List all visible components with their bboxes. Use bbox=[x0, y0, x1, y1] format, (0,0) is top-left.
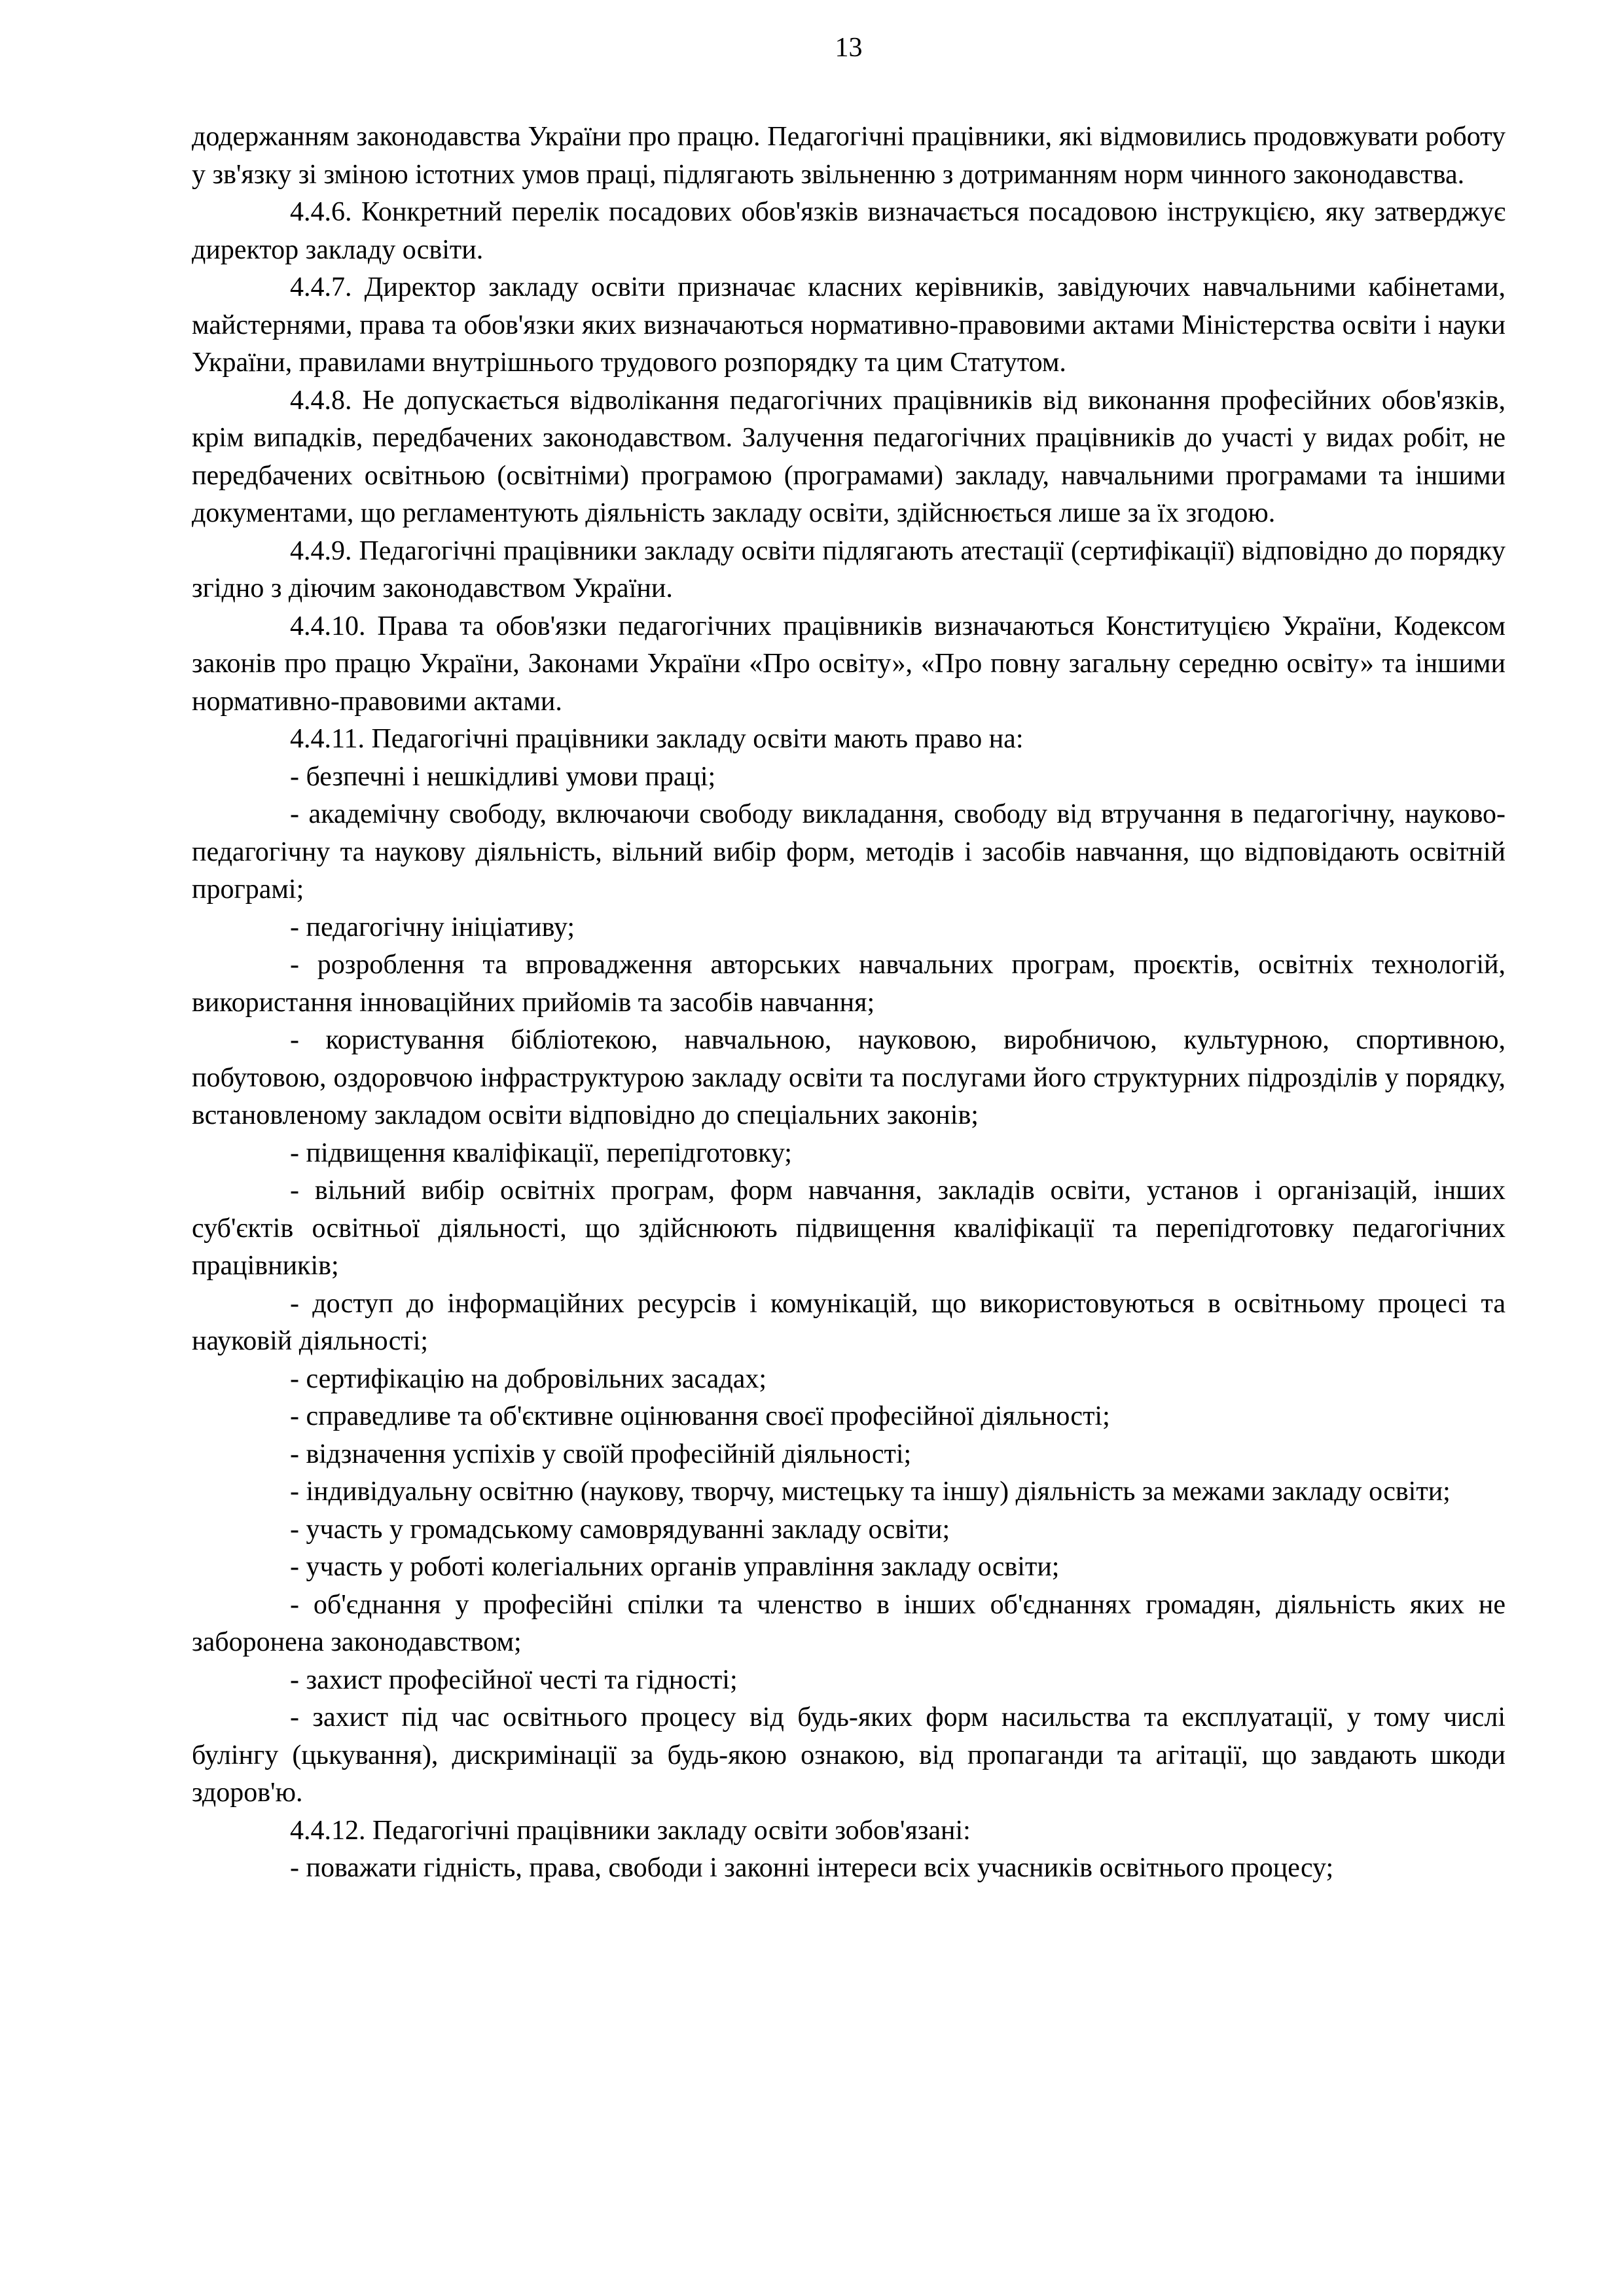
paragraph: - доступ до інформаційних ресурсів і комунікацій, що використовуються в освітньому процесі та науковій діяльності; bbox=[192, 1288, 1506, 1356]
paragraph: - відзначення успіхів у своїй професійній діяльності; bbox=[290, 1439, 912, 1469]
paragraph: - захист професійної честі та гідності; bbox=[290, 1664, 738, 1695]
paragraph: - участь у громадському самоврядуванні закладу освіти; bbox=[290, 1514, 950, 1545]
paragraph: 4.4.8. Не допускається відволікання педагогічних працівників від виконання професійних обов'язків, крім випадків, передбачених законодавством. Залучення педагогічних працівників до участі у видах робіт, не передбачених освітньою (освітніми) програмою (програмами) закладу, навчальними програмами та іншими документами, що регламентують діяльність закладу освіти, здійснюється лише за їх згодою. bbox=[192, 385, 1506, 528]
paragraph: 4.4.11. Педагогічні працівники закладу освіти мають право на: bbox=[290, 724, 1024, 754]
paragraph: - вільний вибір освітніх програм, форм навчання, закладів освіти, установ і організацій, інших суб'єктів освітньої діяльності, що здійснюють підвищення кваліфікації та перепідготовку педагогічних працівників; bbox=[192, 1175, 1506, 1281]
paragraph: - підвищення кваліфікації, перепідготовку; bbox=[290, 1138, 792, 1168]
page-number: 13 bbox=[835, 33, 863, 63]
paragraph: - поважати гідність, права, свободи і законні інтереси всіх учасників освітнього процесу; bbox=[290, 1853, 1334, 1883]
paragraph: - академічну свободу, включаючи свободу викладання, свободу від втручання в педагогічну, науково-педагогічну та наукову діяльність, вільний вибір форм, методів і засобів навчання, що відповідають освітній програмі; bbox=[192, 799, 1506, 905]
paragraph: 4.4.9. Педагогічні працівники закладу освіти підлягають атестації (сертифікації) відповідно до порядку згідно з діючим законодавством України. bbox=[192, 535, 1506, 603]
paragraph: 4.4.12. Педагогічні працівники закладу освіти зобов'язані: bbox=[290, 1815, 971, 1846]
paragraph: - користування бібліотекою, навчальною, науковою, виробничою, культурною, спортивною, побутовою, оздоровчою інфраструктурою закладу освіти та послугами його структурних підрозділів у порядку, встановленому закладом освіти відповідно до спеціальних законів; bbox=[192, 1025, 1506, 1130]
paragraph: 4.4.6. Конкретний перелік посадових обов'язків визначається посадовою інструкцією, яку затверджує директор закладу освіти. bbox=[192, 197, 1506, 265]
paragraph: - розроблення та впровадження авторських навчальних програм, проєктів, освітніх технологій, використання інноваційних прийомів та засобів навчання; bbox=[192, 950, 1506, 1018]
paragraph: - безпечні і нешкідливі умови праці; bbox=[290, 761, 716, 792]
paragraph: - сертифікацію на добровільних засадах; bbox=[290, 1363, 767, 1394]
paragraph: 4.4.10. Права та обов'язки педагогічних працівників визначаються Конституцією України, Кодексом законів про працю України, Законами України «Про освіту», «Про повну загальну середню освіту» та іншими нормативно-правовими актами. bbox=[192, 611, 1506, 717]
document-body bbox=[192, 118, 1506, 1888]
paragraph: - індивідуальну освітню (наукову, творчу, мистецьку та іншу) діяльність за межами закладу освіти; bbox=[290, 1477, 1451, 1507]
paragraph: додержанням законодавства України про працю. Педагогічні працівники, які відмовились продовжувати роботу у зв'язку зі зміною істотних умов праці, підлягають звільненню з дотриманням норм чинного законодавства. bbox=[192, 122, 1506, 190]
paragraph: 4.4.7. Директор закладу освіти призначає класних керівників, завідуючих навчальними кабінетами, майстернями, права та обов'язки яких визначаються нормативно-правовими актами Міністерства освіти і науки України, правилами внутрішнього трудового розпорядку та цим Статутом. bbox=[192, 272, 1506, 378]
paragraph: - педагогічну ініціативу; bbox=[290, 912, 575, 942]
paragraph: - об'єднання у професійні спілки та членство в інших об'єднаннях громадян, діяльність яких не заборонена законодавством; bbox=[192, 1589, 1506, 1657]
paragraph: - участь у роботі колегіальних органів управління закладу освіти; bbox=[290, 1552, 1060, 1582]
paragraph: - захист під час освітнього процесу від будь-яких форм насильства та експлуатації, у тому числі булінгу (цькування), дискримінації за будь-якою ознакою, від пропаганди та агітації, що завдають шкоди здоров'ю. bbox=[192, 1702, 1506, 1808]
paragraph: - справедливе та об'єктивне оцінювання своєї професійної діяльності; bbox=[290, 1401, 1110, 1431]
